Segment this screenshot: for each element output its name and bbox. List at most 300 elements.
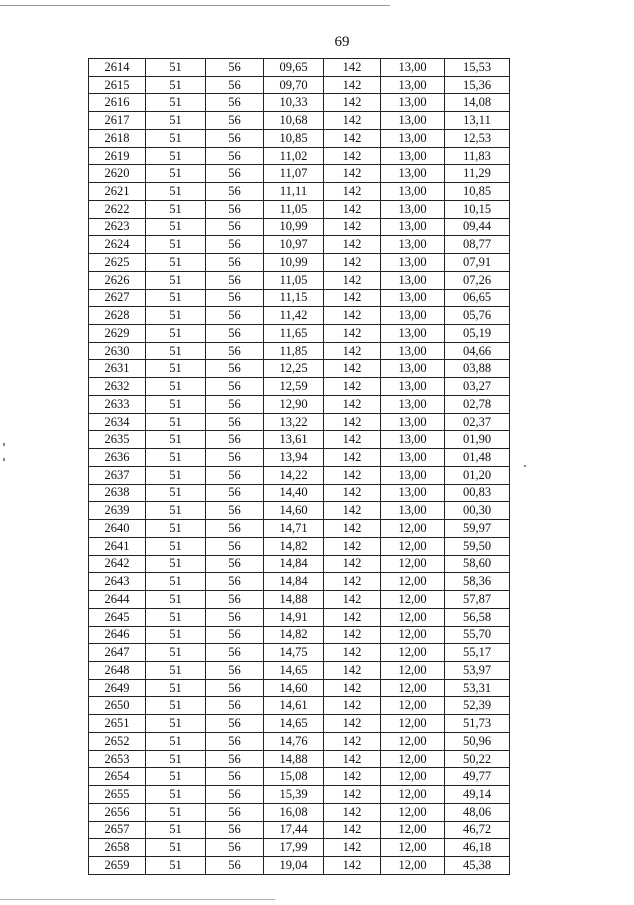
col-5-cell: 142: [324, 147, 381, 165]
row-id-cell: 2628: [89, 307, 146, 325]
col-3-cell: 56: [206, 626, 264, 644]
col-4-cell: 19,04: [264, 857, 324, 875]
col-4-cell: 14,65: [264, 661, 324, 679]
col-2-cell: 51: [146, 325, 206, 343]
col-4-cell: 14,91: [264, 608, 324, 626]
col-4-cell: 14,65: [264, 715, 324, 733]
col-6-cell: 13,00: [381, 94, 445, 112]
row-id-cell: 2641: [89, 537, 146, 555]
table-row: [89, 520, 510, 538]
row-id-cell: 2652: [89, 732, 146, 750]
col-5-cell: 142: [324, 307, 381, 325]
col-3-cell: 56: [206, 183, 264, 201]
col-6-cell: 12,00: [381, 573, 445, 591]
row-id-cell: 2653: [89, 750, 146, 768]
table-row: [89, 200, 510, 218]
col-4-cell: 11,02: [264, 147, 324, 165]
col-3-cell: 56: [206, 395, 264, 413]
table-row: [89, 94, 510, 112]
col-7-cell: 55,70: [445, 626, 510, 644]
row-id-cell: 2630: [89, 342, 146, 360]
col-3-cell: 56: [206, 378, 264, 396]
col-5-cell: 142: [324, 484, 381, 502]
col-5-cell: 142: [324, 715, 381, 733]
col-5-cell: 142: [324, 697, 381, 715]
table-row: [89, 626, 510, 644]
col-7-cell: 58,60: [445, 555, 510, 573]
col-3-cell: 56: [206, 254, 264, 272]
col-2-cell: 51: [146, 112, 206, 130]
col-3-cell: 56: [206, 644, 264, 662]
col-2-cell: 51: [146, 768, 206, 786]
col-5-cell: 142: [324, 644, 381, 662]
col-5-cell: 142: [324, 342, 381, 360]
col-3-cell: 56: [206, 661, 264, 679]
row-id-cell: 2620: [89, 165, 146, 183]
col-7-cell: 53,31: [445, 679, 510, 697]
col-5-cell: 142: [324, 661, 381, 679]
col-7-cell: 50,22: [445, 750, 510, 768]
row-id-cell: 2642: [89, 555, 146, 573]
col-5-cell: 142: [324, 183, 381, 201]
col-7-cell: 10,15: [445, 200, 510, 218]
col-5-cell: 142: [324, 466, 381, 484]
col-4-cell: 10,99: [264, 254, 324, 272]
col-2-cell: 51: [146, 537, 206, 555]
col-3-cell: 56: [206, 413, 264, 431]
table-row: [89, 342, 510, 360]
col-3-cell: 56: [206, 271, 264, 289]
col-7-cell: 06,65: [445, 289, 510, 307]
table-row: [89, 254, 510, 272]
col-2-cell: 51: [146, 697, 206, 715]
row-id-cell: 2625: [89, 254, 146, 272]
col-7-cell: 45,38: [445, 857, 510, 875]
col-2-cell: 51: [146, 502, 206, 520]
col-4-cell: 11,15: [264, 289, 324, 307]
row-id-cell: 2629: [89, 325, 146, 343]
row-id-cell: 2632: [89, 378, 146, 396]
row-id-cell: 2645: [89, 608, 146, 626]
col-6-cell: 13,00: [381, 59, 445, 77]
col-6-cell: 12,00: [381, 786, 445, 804]
col-5-cell: 142: [324, 218, 381, 236]
col-7-cell: 52,39: [445, 697, 510, 715]
row-id-cell: 2650: [89, 697, 146, 715]
col-5-cell: 142: [324, 768, 381, 786]
table-row: [89, 76, 510, 94]
table-row: [89, 839, 510, 857]
col-6-cell: 12,00: [381, 715, 445, 733]
col-4-cell: 12,59: [264, 378, 324, 396]
col-7-cell: 59,97: [445, 520, 510, 538]
col-6-cell: 12,00: [381, 750, 445, 768]
col-4-cell: 15,08: [264, 768, 324, 786]
row-id-cell: 2657: [89, 821, 146, 839]
col-6-cell: 13,00: [381, 129, 445, 147]
col-3-cell: 56: [206, 679, 264, 697]
col-3-cell: 56: [206, 431, 264, 449]
col-7-cell: 46,18: [445, 839, 510, 857]
col-4-cell: 16,08: [264, 803, 324, 821]
col-7-cell: 49,14: [445, 786, 510, 804]
col-6-cell: 13,00: [381, 484, 445, 502]
col-4-cell: 11,07: [264, 165, 324, 183]
table-row: [89, 786, 510, 804]
row-id-cell: 2635: [89, 431, 146, 449]
col-5-cell: 142: [324, 555, 381, 573]
table-row: [89, 183, 510, 201]
table-row: [89, 129, 510, 147]
col-5-cell: 142: [324, 59, 381, 77]
col-4-cell: 14,84: [264, 573, 324, 591]
table-body: [89, 59, 510, 875]
row-id-cell: 2626: [89, 271, 146, 289]
col-6-cell: 13,00: [381, 183, 445, 201]
table-row: [89, 378, 510, 396]
row-id-cell: 2656: [89, 803, 146, 821]
col-7-cell: 05,76: [445, 307, 510, 325]
row-id-cell: 2633: [89, 395, 146, 413]
col-7-cell: 04,66: [445, 342, 510, 360]
col-4-cell: 13,61: [264, 431, 324, 449]
col-7-cell: 03,88: [445, 360, 510, 378]
col-4-cell: 14,82: [264, 626, 324, 644]
col-7-cell: 56,58: [445, 608, 510, 626]
table-row: [89, 236, 510, 254]
row-id-cell: 2631: [89, 360, 146, 378]
col-6-cell: 13,00: [381, 466, 445, 484]
col-4-cell: 11,11: [264, 183, 324, 201]
col-6-cell: 13,00: [381, 378, 445, 396]
data-table: [88, 58, 510, 875]
col-5-cell: 142: [324, 271, 381, 289]
col-2-cell: 51: [146, 395, 206, 413]
table-row: [89, 112, 510, 130]
row-id-cell: 2614: [89, 59, 146, 77]
col-3-cell: 56: [206, 76, 264, 94]
row-id-cell: 2648: [89, 661, 146, 679]
col-5-cell: 142: [324, 413, 381, 431]
col-2-cell: 51: [146, 76, 206, 94]
col-7-cell: 08,77: [445, 236, 510, 254]
col-5-cell: 142: [324, 94, 381, 112]
col-5-cell: 142: [324, 431, 381, 449]
col-6-cell: 13,00: [381, 200, 445, 218]
col-7-cell: 55,17: [445, 644, 510, 662]
col-7-cell: 15,36: [445, 76, 510, 94]
col-6-cell: 13,00: [381, 289, 445, 307]
row-id-cell: 2634: [89, 413, 146, 431]
col-7-cell: 01,48: [445, 449, 510, 467]
col-5-cell: 142: [324, 289, 381, 307]
col-7-cell: 09,44: [445, 218, 510, 236]
col-3-cell: 56: [206, 484, 264, 502]
col-6-cell: 12,00: [381, 732, 445, 750]
top-rule: [0, 5, 390, 6]
row-id-cell: 2615: [89, 76, 146, 94]
col-3-cell: 56: [206, 466, 264, 484]
col-3-cell: 56: [206, 821, 264, 839]
table-row: [89, 555, 510, 573]
col-6-cell: 12,00: [381, 839, 445, 857]
col-2-cell: 51: [146, 750, 206, 768]
col-3-cell: 56: [206, 342, 264, 360]
table-row: [89, 484, 510, 502]
table-row: [89, 591, 510, 609]
col-3-cell: 56: [206, 608, 264, 626]
col-6-cell: 12,00: [381, 591, 445, 609]
col-6-cell: 13,00: [381, 325, 445, 343]
col-6-cell: 13,00: [381, 165, 445, 183]
col-6-cell: 12,00: [381, 857, 445, 875]
table-row: [89, 715, 510, 733]
col-6-cell: 13,00: [381, 413, 445, 431]
col-4-cell: 14,76: [264, 732, 324, 750]
col-2-cell: 51: [146, 608, 206, 626]
table-row: [89, 608, 510, 626]
col-6-cell: 13,00: [381, 254, 445, 272]
col-7-cell: 01,90: [445, 431, 510, 449]
table-row: [89, 271, 510, 289]
col-2-cell: 51: [146, 360, 206, 378]
col-3-cell: 56: [206, 732, 264, 750]
col-7-cell: 01,20: [445, 466, 510, 484]
col-6-cell: 13,00: [381, 360, 445, 378]
col-2-cell: 51: [146, 484, 206, 502]
col-7-cell: 53,97: [445, 661, 510, 679]
col-4-cell: 14,71: [264, 520, 324, 538]
col-4-cell: 11,05: [264, 200, 324, 218]
table-row: [89, 449, 510, 467]
col-7-cell: 03,27: [445, 378, 510, 396]
col-7-cell: 15,53: [445, 59, 510, 77]
col-5-cell: 142: [324, 608, 381, 626]
table-row: [89, 218, 510, 236]
table-row: [89, 395, 510, 413]
col-7-cell: 02,78: [445, 395, 510, 413]
col-2-cell: 51: [146, 431, 206, 449]
col-3-cell: 56: [206, 165, 264, 183]
col-5-cell: 142: [324, 679, 381, 697]
col-4-cell: 10,68: [264, 112, 324, 130]
col-6-cell: 12,00: [381, 626, 445, 644]
col-5-cell: 142: [324, 750, 381, 768]
col-5-cell: 142: [324, 129, 381, 147]
col-6-cell: 12,00: [381, 697, 445, 715]
col-4-cell: 14,22: [264, 466, 324, 484]
col-2-cell: 51: [146, 732, 206, 750]
col-2-cell: 51: [146, 555, 206, 573]
col-2-cell: 51: [146, 839, 206, 857]
col-6-cell: 13,00: [381, 395, 445, 413]
scan-speck: [3, 443, 5, 446]
col-5-cell: 142: [324, 857, 381, 875]
col-2-cell: 51: [146, 342, 206, 360]
col-3-cell: 56: [206, 502, 264, 520]
col-7-cell: 11,83: [445, 147, 510, 165]
col-2-cell: 51: [146, 413, 206, 431]
table-row: [89, 165, 510, 183]
row-id-cell: 2654: [89, 768, 146, 786]
col-2-cell: 51: [146, 857, 206, 875]
col-2-cell: 51: [146, 803, 206, 821]
col-6-cell: 13,00: [381, 307, 445, 325]
row-id-cell: 2649: [89, 679, 146, 697]
row-id-cell: 2646: [89, 626, 146, 644]
col-5-cell: 142: [324, 200, 381, 218]
col-6-cell: 13,00: [381, 76, 445, 94]
col-3-cell: 56: [206, 803, 264, 821]
col-5-cell: 142: [324, 537, 381, 555]
table-row: [89, 768, 510, 786]
table-row: [89, 502, 510, 520]
col-3-cell: 56: [206, 112, 264, 130]
col-5-cell: 142: [324, 254, 381, 272]
col-6-cell: 13,00: [381, 449, 445, 467]
row-id-cell: 2639: [89, 502, 146, 520]
col-5-cell: 142: [324, 395, 381, 413]
col-6-cell: 12,00: [381, 555, 445, 573]
col-4-cell: 14,88: [264, 591, 324, 609]
col-6-cell: 13,00: [381, 236, 445, 254]
col-2-cell: 51: [146, 147, 206, 165]
col-7-cell: 07,26: [445, 271, 510, 289]
col-2-cell: 51: [146, 786, 206, 804]
col-7-cell: 10,85: [445, 183, 510, 201]
table-row: [89, 821, 510, 839]
col-2-cell: 51: [146, 466, 206, 484]
col-6-cell: 13,00: [381, 218, 445, 236]
col-2-cell: 51: [146, 129, 206, 147]
col-2-cell: 51: [146, 94, 206, 112]
col-3-cell: 56: [206, 857, 264, 875]
row-id-cell: 2627: [89, 289, 146, 307]
col-4-cell: 14,75: [264, 644, 324, 662]
col-4-cell: 11,65: [264, 325, 324, 343]
col-7-cell: 57,87: [445, 591, 510, 609]
col-5-cell: 142: [324, 626, 381, 644]
row-id-cell: 2647: [89, 644, 146, 662]
col-3-cell: 56: [206, 715, 264, 733]
col-2-cell: 51: [146, 520, 206, 538]
col-4-cell: 11,42: [264, 307, 324, 325]
scan-speck: [524, 465, 526, 467]
col-7-cell: 59,50: [445, 537, 510, 555]
col-3-cell: 56: [206, 839, 264, 857]
col-2-cell: 51: [146, 59, 206, 77]
col-4-cell: 10,97: [264, 236, 324, 254]
col-3-cell: 56: [206, 236, 264, 254]
row-id-cell: 2616: [89, 94, 146, 112]
row-id-cell: 2619: [89, 147, 146, 165]
col-3-cell: 56: [206, 307, 264, 325]
col-5-cell: 142: [324, 803, 381, 821]
col-7-cell: 02,37: [445, 413, 510, 431]
col-5-cell: 142: [324, 76, 381, 94]
col-3-cell: 56: [206, 520, 264, 538]
table-row: [89, 644, 510, 662]
row-id-cell: 2623: [89, 218, 146, 236]
col-6-cell: 13,00: [381, 431, 445, 449]
row-id-cell: 2624: [89, 236, 146, 254]
row-id-cell: 2637: [89, 466, 146, 484]
col-4-cell: 13,94: [264, 449, 324, 467]
col-7-cell: 14,08: [445, 94, 510, 112]
col-6-cell: 12,00: [381, 644, 445, 662]
col-2-cell: 51: [146, 183, 206, 201]
col-3-cell: 56: [206, 200, 264, 218]
col-4-cell: 13,22: [264, 413, 324, 431]
col-3-cell: 56: [206, 573, 264, 591]
row-id-cell: 2644: [89, 591, 146, 609]
table-row: [89, 325, 510, 343]
col-2-cell: 51: [146, 661, 206, 679]
row-id-cell: 2638: [89, 484, 146, 502]
col-2-cell: 51: [146, 715, 206, 733]
table-row: [89, 661, 510, 679]
col-4-cell: 14,60: [264, 679, 324, 697]
col-4-cell: 14,84: [264, 555, 324, 573]
col-3-cell: 56: [206, 591, 264, 609]
col-2-cell: 51: [146, 307, 206, 325]
col-3-cell: 56: [206, 449, 264, 467]
table-row: [89, 147, 510, 165]
col-5-cell: 142: [324, 732, 381, 750]
col-6-cell: 12,00: [381, 821, 445, 839]
col-6-cell: 12,00: [381, 661, 445, 679]
col-6-cell: 12,00: [381, 803, 445, 821]
col-3-cell: 56: [206, 360, 264, 378]
table-row: [89, 679, 510, 697]
col-3-cell: 56: [206, 94, 264, 112]
col-3-cell: 56: [206, 555, 264, 573]
col-5-cell: 142: [324, 325, 381, 343]
col-4-cell: 17,99: [264, 839, 324, 857]
col-7-cell: 11,29: [445, 165, 510, 183]
col-6-cell: 13,00: [381, 502, 445, 520]
table-row: [89, 803, 510, 821]
row-id-cell: 2617: [89, 112, 146, 130]
col-6-cell: 12,00: [381, 520, 445, 538]
col-5-cell: 142: [324, 112, 381, 130]
table-row: [89, 857, 510, 875]
col-4-cell: 09,65: [264, 59, 324, 77]
col-4-cell: 10,33: [264, 94, 324, 112]
col-6-cell: 12,00: [381, 679, 445, 697]
col-2-cell: 51: [146, 591, 206, 609]
table-row: [89, 732, 510, 750]
table-row: [89, 466, 510, 484]
scan-speck: [3, 458, 5, 461]
col-4-cell: 14,40: [264, 484, 324, 502]
col-5-cell: 142: [324, 236, 381, 254]
col-6-cell: 12,00: [381, 537, 445, 555]
row-id-cell: 2655: [89, 786, 146, 804]
table-row: [89, 59, 510, 77]
table-row: [89, 750, 510, 768]
row-id-cell: 2622: [89, 200, 146, 218]
row-id-cell: 2643: [89, 573, 146, 591]
col-2-cell: 51: [146, 626, 206, 644]
row-id-cell: 2640: [89, 520, 146, 538]
col-6-cell: 13,00: [381, 112, 445, 130]
col-7-cell: 00,30: [445, 502, 510, 520]
col-4-cell: 14,61: [264, 697, 324, 715]
col-2-cell: 51: [146, 218, 206, 236]
table-row: [89, 431, 510, 449]
col-4-cell: 10,85: [264, 129, 324, 147]
